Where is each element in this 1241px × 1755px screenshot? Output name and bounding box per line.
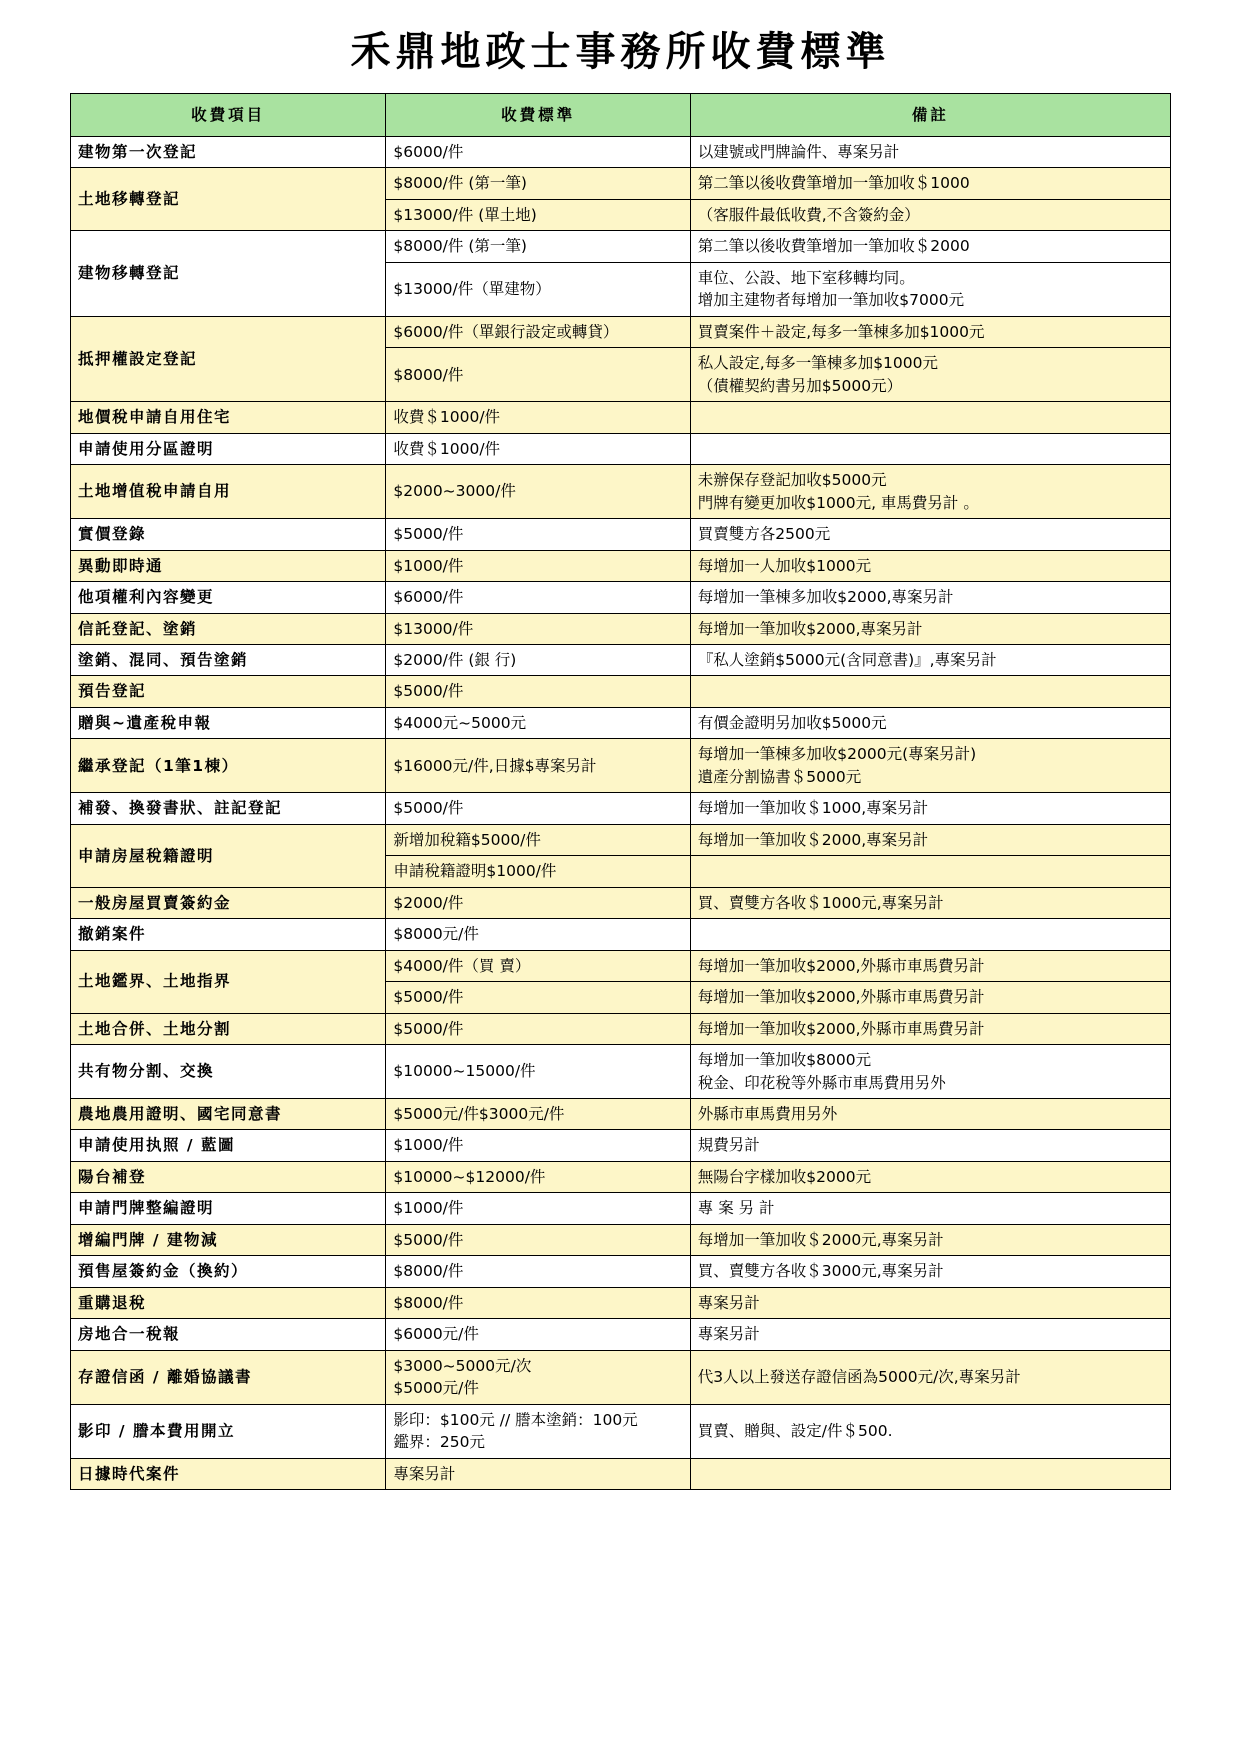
fee-item-name: 他項權利內容變更 (71, 582, 386, 613)
page-title: 禾鼎地政士事務所收費標準 (350, 28, 891, 75)
fee-item-name: 共有物分割、交換 (71, 1045, 386, 1099)
fee-note: 第二筆以後收費筆增加一筆加收＄1000 (690, 168, 1170, 199)
fee-amount: $5000/件 (386, 1224, 690, 1255)
fee-amount: $16000元/件,日據$專案另計 (386, 739, 690, 793)
table-row (71, 1130, 1171, 1161)
table-row (71, 644, 1171, 675)
fee-note: 每增加一筆加收$2000,外縣市車馬費另計 (690, 982, 1170, 1013)
fee-note (690, 919, 1170, 950)
fee-note (690, 856, 1170, 887)
fee-amount: $13000/件 (386, 613, 690, 644)
table-row (71, 1458, 1171, 1489)
fee-item-name: 實價登錄 (71, 519, 386, 550)
fee-note: 每增加一筆棟多加收$2000元(專案另計) 遺產分割協書＄5000元 (690, 739, 1170, 793)
fee-amount: $1000/件 (386, 550, 690, 581)
fee-note: 每增加一筆加收$2000,外縣市車馬費另計 (690, 1013, 1170, 1044)
fee-item-name: 一般房屋買賣簽約金 (71, 887, 386, 918)
fee-amount: 影印：$100元 // 謄本塗銷：100元 鑑界：250元 (386, 1404, 690, 1458)
table-row (71, 402, 1171, 433)
fee-note: 買賣雙方各2500元 (690, 519, 1170, 550)
fee-note: 『私人塗銷$5000元(含同意書)』,專案另計 (690, 644, 1170, 675)
fee-amount: 收費＄1000/件 (386, 402, 690, 433)
table-row (71, 231, 1171, 262)
fee-amount: $5000/件 (386, 676, 690, 707)
table-header-row (71, 94, 1171, 137)
table-row (71, 613, 1171, 644)
fee-item-name: 土地合併、土地分割 (71, 1013, 386, 1044)
fee-amount: $6000/件（單銀行設定或轉貸） (386, 316, 690, 347)
table-row (71, 739, 1171, 793)
fee-item-name: 土地移轉登記 (71, 168, 386, 231)
fee-item-name: 農地農用證明、國宅同意書 (71, 1099, 386, 1130)
column-header-fee: 收費標準 (386, 94, 690, 137)
fee-item-name: 建物移轉登記 (71, 231, 386, 316)
fee-item-name: 塗銷、混同、預告塗銷 (71, 644, 386, 675)
table-row (71, 1099, 1171, 1130)
fee-note: 買、賣雙方各收＄1000元,專案另計 (690, 887, 1170, 918)
fee-amount: $6000/件 (386, 137, 690, 168)
fee-item-name: 信託登記、塗銷 (71, 613, 386, 644)
fee-note: 以建號或門牌論件、專案另計 (690, 137, 1170, 168)
fee-item-name: 申請房屋稅籍證明 (71, 824, 386, 887)
fee-amount: $8000/件 (第一筆) (386, 168, 690, 199)
column-header-note: 備註 (690, 94, 1170, 137)
fee-note: 專 案 另 計 (690, 1193, 1170, 1224)
fee-amount: $5000/件 (386, 519, 690, 550)
fee-item-name: 繼承登記（1筆1棟） (71, 739, 386, 793)
table-row (71, 582, 1171, 613)
table-row (71, 168, 1171, 199)
fee-amount: $5000/件 (386, 793, 690, 824)
table-row (71, 1350, 1171, 1404)
fee-note: 每增加一筆加收$2000,外縣市車馬費另計 (690, 950, 1170, 981)
table-row (71, 1319, 1171, 1350)
table-row (71, 1224, 1171, 1255)
fee-item-name: 土地鑑界、土地指界 (71, 950, 386, 1013)
fee-note: 買、賣雙方各收＄3000元,專案另計 (690, 1256, 1170, 1287)
fee-item-name: 土地增值稅申請自用 (71, 465, 386, 519)
fee-amount: 收費＄1000/件 (386, 433, 690, 464)
fee-note: 私人設定,每多一筆棟多加$1000元 （債權契約書另加$5000元） (690, 348, 1170, 402)
fee-note: 每增加一人加收$1000元 (690, 550, 1170, 581)
table-row (71, 137, 1171, 168)
table-row (71, 950, 1171, 981)
fee-amount: $4000元~5000元 (386, 707, 690, 738)
table-row (71, 1404, 1171, 1458)
fee-note: 第二筆以後收費筆增加一筆加收＄2000 (690, 231, 1170, 262)
table-row (71, 824, 1171, 855)
fee-item-name: 建物第一次登記 (71, 137, 386, 168)
fee-note (690, 1458, 1170, 1489)
fee-item-name: 異動即時通 (71, 550, 386, 581)
fee-item-name: 申請使用分區證明 (71, 433, 386, 464)
table-row (71, 676, 1171, 707)
fee-item-name: 預售屋簽約金（換約） (71, 1256, 386, 1287)
table-body (71, 137, 1171, 1490)
fee-note: 無陽台字樣加收$2000元 (690, 1161, 1170, 1192)
table-row (71, 1161, 1171, 1192)
fee-note: 未辦保存登記加收$5000元 門牌有變更加收$1000元, 車馬費另計 。 (690, 465, 1170, 519)
fee-amount: $5000元/件$3000元/件 (386, 1099, 690, 1130)
table-row (71, 433, 1171, 464)
fee-item-name: 日據時代案件 (71, 1458, 386, 1489)
table-row (71, 887, 1171, 918)
fee-amount: $2000/件 (銀 行) (386, 644, 690, 675)
fee-amount: $13000/件 (單土地) (386, 199, 690, 230)
fee-amount: $8000元/件 (386, 919, 690, 950)
fee-item-name: 地價稅申請自用住宅 (71, 402, 386, 433)
fee-item-name: 陽台補登 (71, 1161, 386, 1192)
fee-note: （客服件最低收費,不含簽約金） (690, 199, 1170, 230)
fee-schedule-table (70, 93, 1171, 1490)
fee-amount: $1000/件 (386, 1130, 690, 1161)
fee-note: 每增加一筆加收＄1000,專案另計 (690, 793, 1170, 824)
fee-note: 代3人以上發送存證信函為5000元/次,專案另計 (690, 1350, 1170, 1404)
fee-amount: $5000/件 (386, 1013, 690, 1044)
fee-amount: $8000/件 (386, 348, 690, 402)
fee-item-name: 撤銷案件 (71, 919, 386, 950)
fee-note: 車位、公設、地下室移轉均同。 增加主建物者每增加一筆加收$7000元 (690, 262, 1170, 316)
table-row (71, 919, 1171, 950)
fee-item-name: 增編門牌 / 建物減 (71, 1224, 386, 1255)
table-row (71, 1013, 1171, 1044)
table-row (71, 465, 1171, 519)
fee-amount: $1000/件 (386, 1193, 690, 1224)
table-row (71, 550, 1171, 581)
fee-item-name: 贈與~遺產稅申報 (71, 707, 386, 738)
fee-amount: $10000~15000/件 (386, 1045, 690, 1099)
fee-amount: $3000~5000元/次 $5000元/件 (386, 1350, 690, 1404)
fee-item-name: 房地合一稅報 (71, 1319, 386, 1350)
fee-item-name: 存證信函 / 離婚協議書 (71, 1350, 386, 1404)
fee-item-name: 補發、換發書狀、註記登記 (71, 793, 386, 824)
fee-amount: $2000~3000/件 (386, 465, 690, 519)
fee-item-name: 重購退稅 (71, 1287, 386, 1318)
fee-amount: $8000/件 (386, 1287, 690, 1318)
fee-amount: $2000/件 (386, 887, 690, 918)
column-header-item: 收費項目 (71, 94, 386, 137)
fee-note: 買賣、贈與、設定/件＄500. (690, 1404, 1170, 1458)
table-row (71, 793, 1171, 824)
table-row (71, 1045, 1171, 1099)
fee-amount: $5000/件 (386, 982, 690, 1013)
table-row (71, 316, 1171, 347)
fee-amount: $13000/件（單建物） (386, 262, 690, 316)
fee-amount: $8000/件 (386, 1256, 690, 1287)
table-row (71, 1193, 1171, 1224)
fee-amount: $4000/件（買 賣） (386, 950, 690, 981)
table-row (71, 1256, 1171, 1287)
fee-amount: 申請稅籍證明$1000/件 (386, 856, 690, 887)
fee-note (690, 676, 1170, 707)
fee-item-name: 申請使用执照 / 藍圖 (71, 1130, 386, 1161)
table-row (71, 1287, 1171, 1318)
fee-amount: $6000元/件 (386, 1319, 690, 1350)
fee-item-name: 預告登記 (71, 676, 386, 707)
fee-item-name: 抵押權設定登記 (71, 316, 386, 401)
fee-item-name: 申請門牌整編證明 (71, 1193, 386, 1224)
fee-amount: 新增加稅籍$5000/件 (386, 824, 690, 855)
fee-note (690, 402, 1170, 433)
fee-note: 每增加一筆棟多加收$2000,專案另計 (690, 582, 1170, 613)
fee-amount: $6000/件 (386, 582, 690, 613)
fee-item-name: 影印 / 謄本費用開立 (71, 1404, 386, 1458)
fee-note: 每增加一筆加收$2000,專案另計 (690, 613, 1170, 644)
fee-note: 專案另計 (690, 1287, 1170, 1318)
fee-note: 有價金證明另加收$5000元 (690, 707, 1170, 738)
fee-amount: $10000~$12000/件 (386, 1161, 690, 1192)
fee-note (690, 433, 1170, 464)
fee-note: 每增加一筆加收＄2000元,專案另計 (690, 1224, 1170, 1255)
fee-note: 每增加一筆加收＄2000,專案另計 (690, 824, 1170, 855)
fee-note: 買賣案件＋設定,每多一筆棟多加$1000元 (690, 316, 1170, 347)
table-row (71, 707, 1171, 738)
fee-note: 每增加一筆加收$8000元 稅金、印花稅等外縣市車馬費用另外 (690, 1045, 1170, 1099)
fee-note: 外縣市車馬費用另外 (690, 1099, 1170, 1130)
fee-amount: 專案另計 (386, 1458, 690, 1489)
table-row (71, 519, 1171, 550)
fee-note: 規費另計 (690, 1130, 1170, 1161)
fee-note: 專案另計 (690, 1319, 1170, 1350)
fee-amount: $8000/件 (第一筆) (386, 231, 690, 262)
